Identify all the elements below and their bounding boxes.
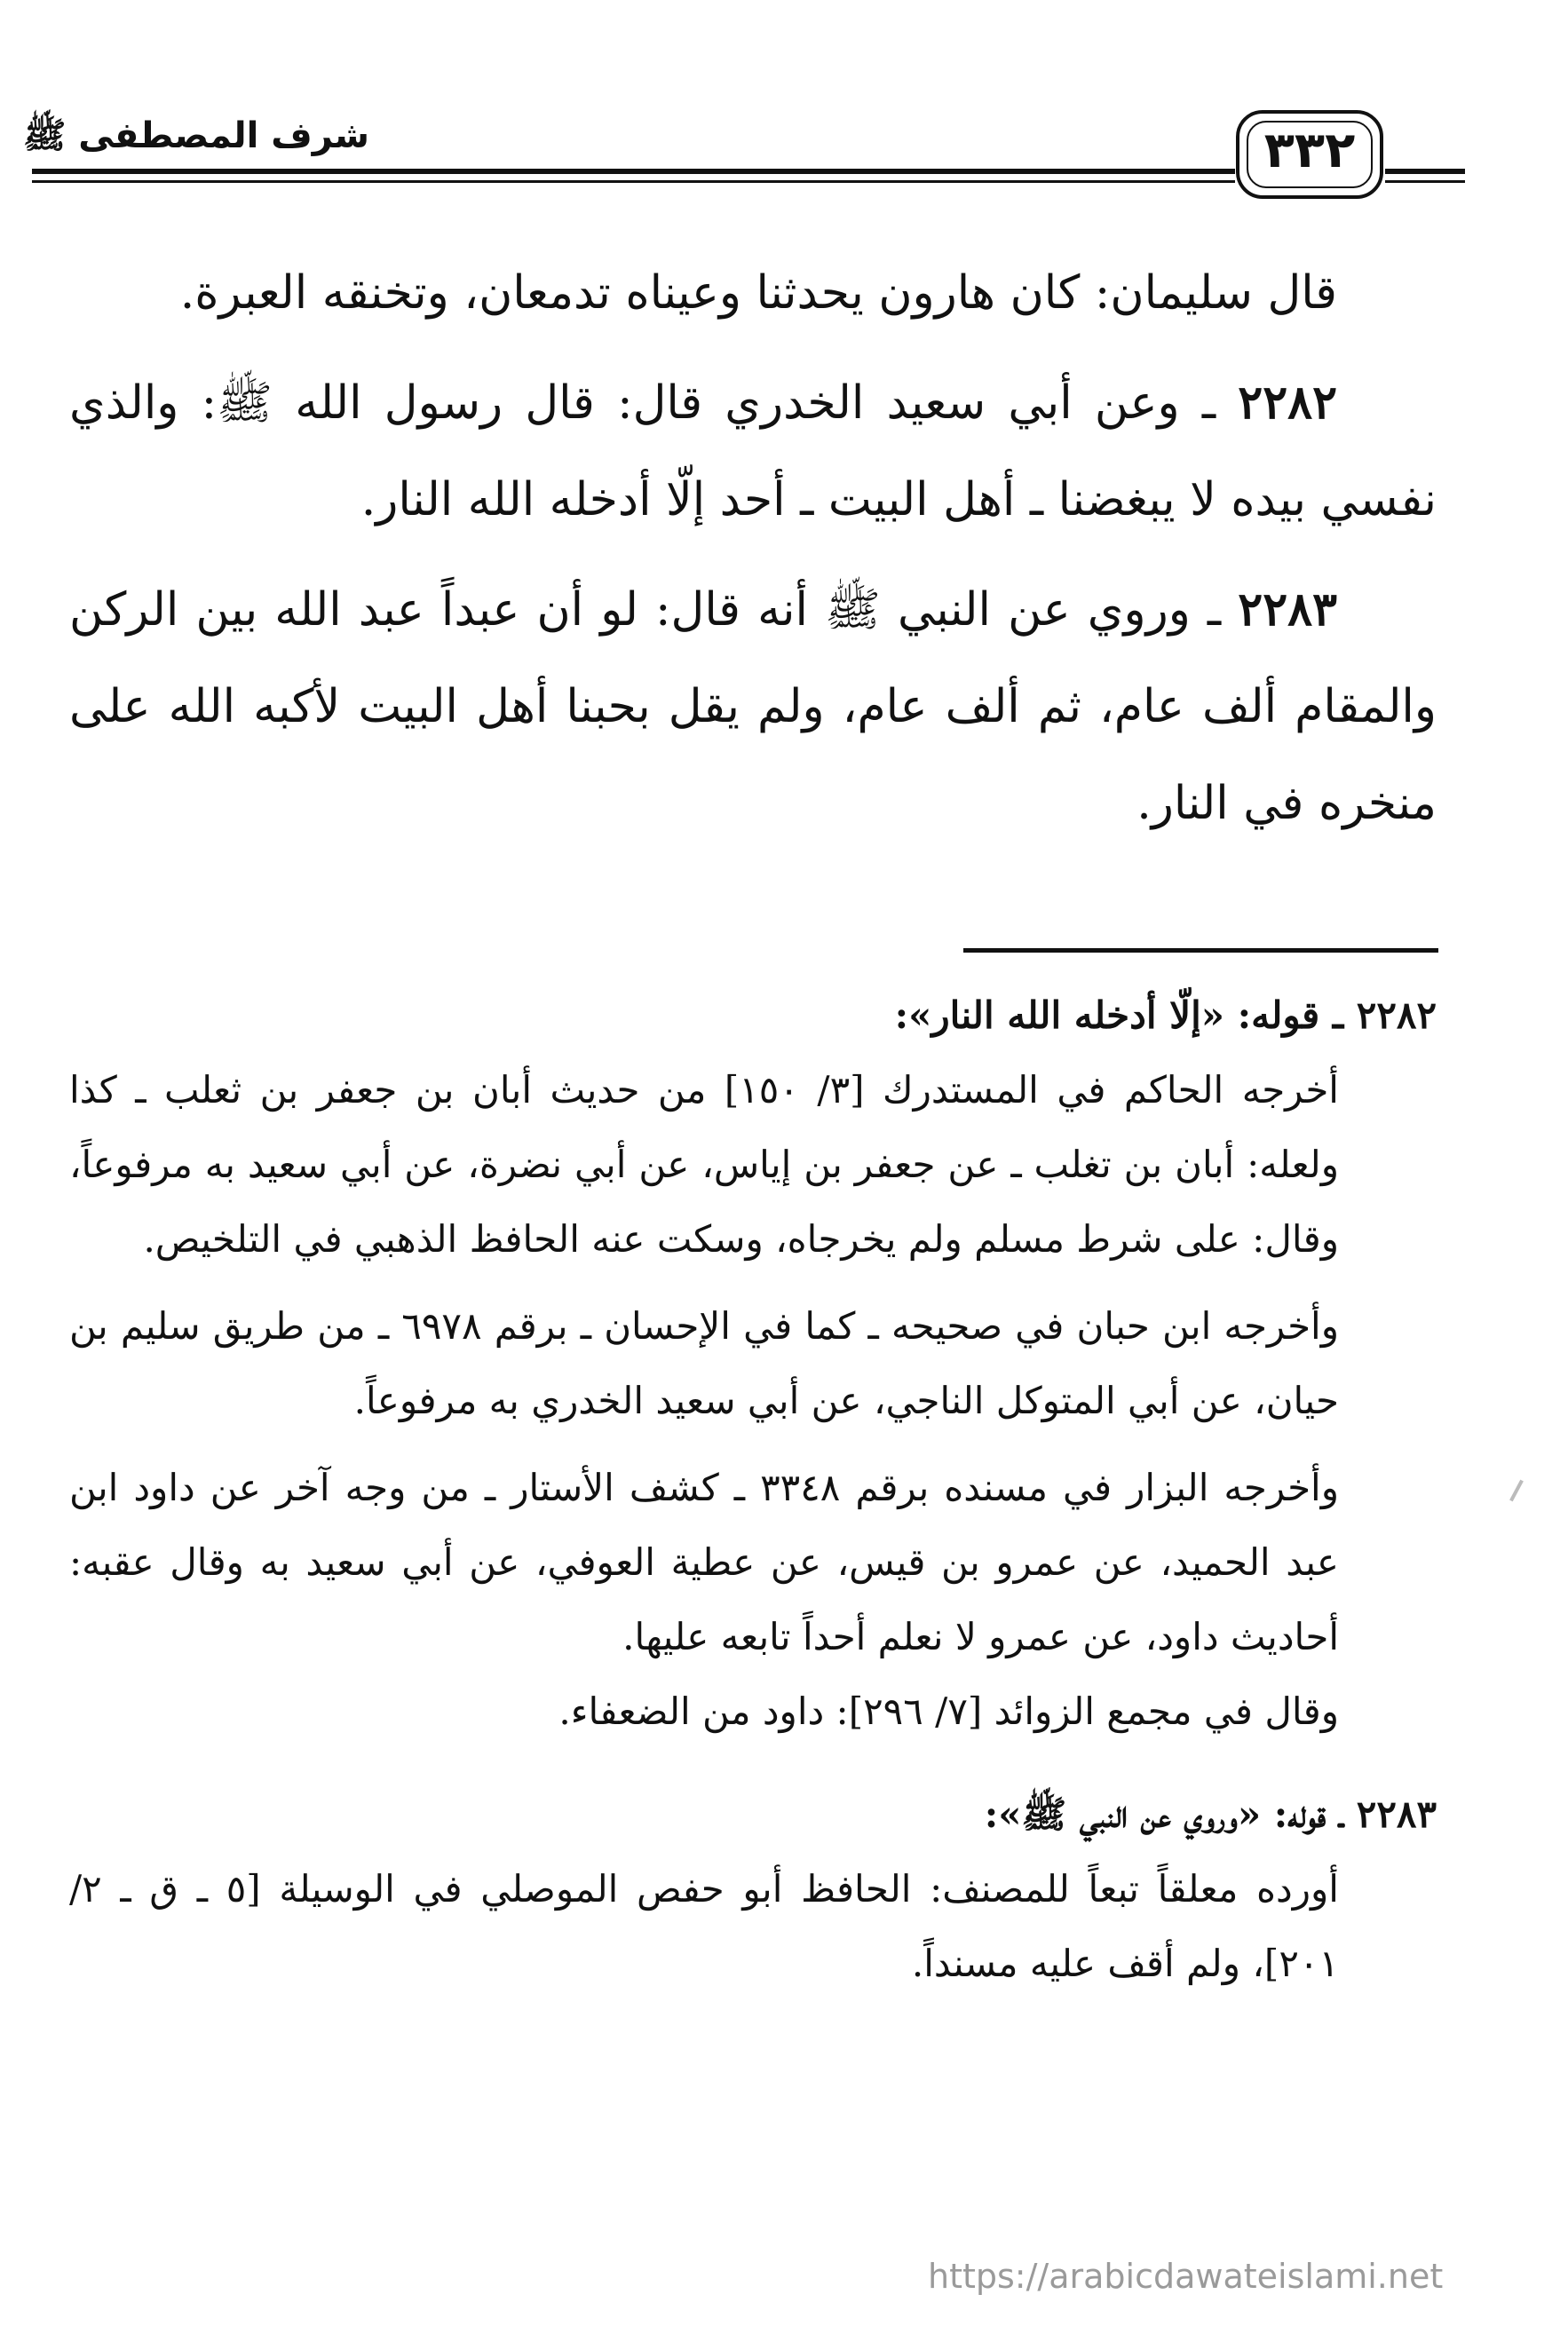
main-paragraph (69, 244, 1437, 342)
hadith-number: ٢٢٨٣ (1238, 582, 1337, 637)
header-rule (32, 169, 1235, 174)
hadith-number: ٢٢٨٢ (1238, 376, 1338, 430)
footnote-heading: ٢٢٨٣ ـ قوله: «وروي عن النبي ﷺ»: (984, 1792, 1437, 1836)
footnote-paragraph: وأخرجه ابن حبان في صحيحه ـ كما في الإحسان ـ برقم ٦٩٧٨ ـ من طريق سليم بن حيان، عن أبي المتوكل الناجي، عن أبي سعيد الخدري به مرفوعاً. (69, 1304, 1340, 1422)
footnote-paragraph: وأخرجه البزار في مسنده برقم ٣٣٤٨ ـ كشف الأستار ـ من وجه آخر عن داود ابن عبد الحميد، عن عمرو بن قيس، عن عطية العوفي، عن أبي سعيد به وقال عقبه: أحاديث داود، عن عمرو لا نعلم أحداً تابعه عليها. (69, 1466, 1339, 1658)
footnotes (69, 978, 1437, 2014)
main-paragraph (69, 354, 1437, 549)
paragraph-text: ـ وروي عن النبي ﷺ أنه قال: لو أن عبداً عبد الله بين الركن والمقام ألف عام، ثم ألف عام، ولم يقل بحبنا أهل البيت لأكبه الله على منخره في النار. (69, 583, 1437, 830)
footnote-gap (69, 1761, 1437, 1777)
header-rule-right-thin (1385, 180, 1465, 183)
main-text (69, 244, 1437, 865)
page-number-frame (1236, 110, 1383, 199)
scan-mark (1509, 1480, 1524, 1502)
footnote-heading: ٢٢٨٢ ـ قوله: «إلّا أدخله الله النار»: (894, 993, 1437, 1037)
footnote-separator (963, 948, 1438, 953)
footnote-paragraph: أخرجه الحاكم في المستدرك [٣/ ١٥٠] من حديث أبان بن جعفر بن ثعلب ـ كذا ولعله: أبان بن تغلب ـ عن جعفر بن إياس، عن أبي نضرة، عن أبي سعيد به مرفوعاً، وقال: على شرط مسلم ولم يخرجاه، وسكت عنه الحافظ الذهبي في التلخيص. (69, 1068, 1339, 1261)
footnote-paragraph: أورده معلقاً تبعاً للمصنف: الحافظ أبو حفص الموصلي في الوسيلة [٥ ـ ق ـ ٢/ ٢٠١]، ولم أقف عليه مسنداً. (69, 1867, 1339, 1985)
paragraph-text: قال سليمان: كان هارون يحدثنا وعيناه تدمعان، وتخنقه العبرة. (179, 266, 1337, 320)
main-paragraph (69, 561, 1437, 852)
watermark-url: https://arabicdawateislami.net (928, 2257, 1444, 2296)
page-number: ٣٣٢ (1263, 122, 1356, 179)
paragraph-text: ـ وعن أبي سعيد الخدري قال: قال رسول الله ﷺ: والذي نفسي بيده لا يبغضنا ـ أهل البيت ـ أحد إلّا أدخله الله النار. (69, 376, 1437, 526)
running-head-title: شرف المصطفى ﷺ (22, 115, 369, 156)
header-rule-thin (32, 180, 1235, 183)
header-rule-right (1385, 169, 1465, 174)
footnote-paragraph: وقال في مجمع الزوائد [٧/ ٢٩٦]: داود من الضعفاء. (558, 1689, 1339, 1733)
